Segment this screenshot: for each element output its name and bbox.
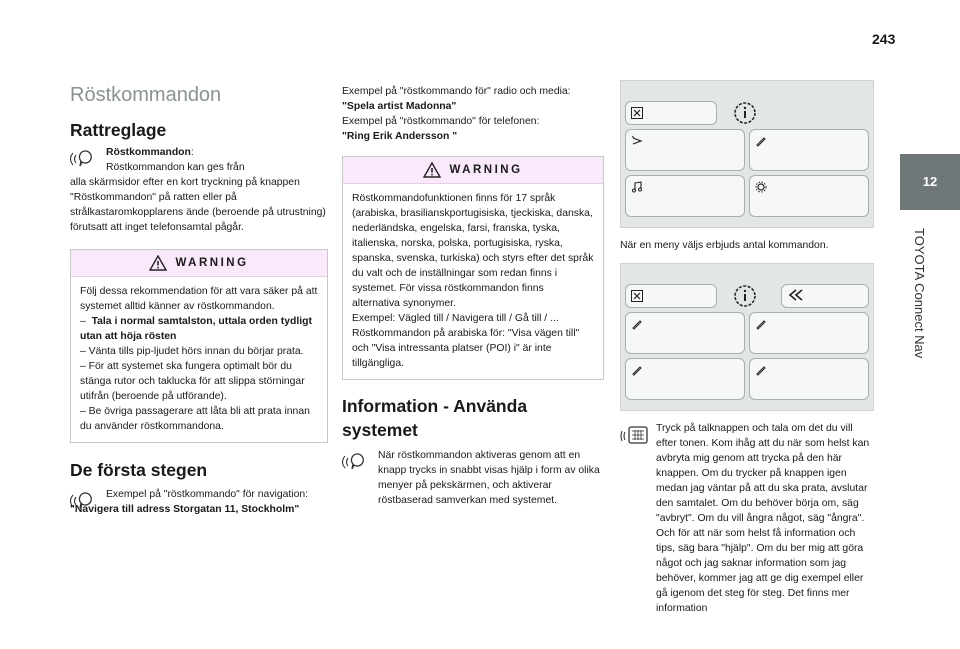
media-button bbox=[625, 175, 745, 217]
warning-item-3: – För att systemet ska fungera optimalt bör du stänga rutor och taklucka för att slippa störningar utifrån (beroende på utförande). bbox=[80, 361, 305, 402]
music-note-icon bbox=[631, 181, 643, 193]
talk-paragraph bbox=[620, 421, 875, 616]
command-button-2 bbox=[749, 312, 869, 354]
section-heading-rattreglage: Rattreglage bbox=[70, 120, 167, 140]
warning-item-1: Tala i normal samtalston, uttala orden tydligt utan att höja rösten bbox=[80, 316, 312, 342]
section-heading-first-steps: De första stegen bbox=[70, 460, 208, 480]
edit-pen-icon bbox=[755, 135, 767, 147]
close-x-icon bbox=[631, 290, 643, 302]
edit-pen-icon bbox=[755, 318, 767, 330]
warning-box-2 bbox=[342, 156, 604, 380]
warning-header bbox=[71, 250, 327, 277]
column-2 bbox=[342, 84, 604, 508]
warning-box-1 bbox=[70, 249, 328, 443]
voice-command-icon bbox=[70, 489, 96, 516]
warning-intro: Följ dessa rekommendation för att vara säker på att systemet alltid känner av röstkommandon. bbox=[80, 286, 318, 312]
talk-text: Tryck på talknappen och tala om det du vill efter tonen. Kom ihåg att du när som helst kan avbryta mig genom att trycka på den här knappen. Om du trycker på knappen igen medan jag väntar på att du ska prata, avslutar den samtalet. Om du behöver börja om, säg "avbryt". Om du vill ångra något, säg "ångra". Och för att när som helst få information och tips, säg bara "hjälp". Om du ber mig att göra något och jag saknar information som jag behöver, kommer jag att ge dig exempel eller gå igenom det steg för steg. Det finns mer information bbox=[656, 423, 870, 614]
chapter-title bbox=[912, 228, 947, 438]
voice-command-paragraph bbox=[70, 145, 328, 175]
close-button bbox=[625, 101, 717, 125]
chapter-title-text: TOYOTA Connect Nav bbox=[912, 228, 927, 359]
radio-example: Exempel på "röstkommando för" radio och media: bbox=[342, 86, 571, 97]
warning-triangle-icon bbox=[423, 162, 441, 178]
voice-colon: : bbox=[190, 147, 194, 158]
settings-button bbox=[749, 175, 869, 217]
info-icon bbox=[733, 284, 757, 313]
warning-example: Exempel: Vägled till / Navigera till / Gå till / ... Röstkommandon på arabiska för: "Visa vägen till" och "Visa intressanta platser (POI) i" är inte tillgängliga. bbox=[352, 313, 580, 369]
phone-example: Exempel på "röstkommando" för telefonen: bbox=[342, 116, 540, 127]
warning-triangle-icon bbox=[149, 255, 167, 271]
menu-screenshot-1 bbox=[620, 80, 874, 228]
voice-command-icon bbox=[342, 450, 368, 477]
column-1 bbox=[70, 78, 328, 517]
edit-pen-icon bbox=[631, 364, 643, 376]
talk-button-icon bbox=[620, 423, 650, 452]
info-icon bbox=[733, 101, 757, 130]
close-button bbox=[625, 284, 717, 308]
voice-text-2: alla skärmsidor efter en kort tryckning på knappen "Röstkommandon" på ratten eller på strålkastaromkopplarens ände (beroende på utrustning) förutsatt att inget telefonsamtal pågår. bbox=[70, 177, 326, 233]
information-text: När röstkommandon aktiveras genom att en knapp trycks in snabbt visas hjälp i form av olika menyer på pekskärmen, och aktiverar röstbaserad samverkan med systemet. bbox=[378, 450, 600, 506]
settings-gear-icon bbox=[755, 181, 767, 193]
edit-pen-icon bbox=[631, 318, 643, 330]
navigation-arrow-icon bbox=[631, 135, 643, 147]
edit-pen-icon bbox=[755, 364, 767, 376]
warning-title: WARNING bbox=[449, 164, 523, 176]
command-button-4 bbox=[749, 358, 869, 400]
example-text: Exempel på "röstkommando" för navigation: bbox=[106, 489, 309, 500]
section-heading-information: Information - Använda systemet bbox=[342, 396, 528, 440]
warning-languages: Röstkommandofunktionen finns för 17 språk (arabiska, brasilianskportugisiska, tjeckiska, danska, nederländska, engelska, farsi, franska, tyska, italienska, norska, polska, portugisiska, ryska, spanska, svenska, turkiska) och styrs efter det språk du valt och de inställningar som redan finns i systemet. För vissa röstkommandon finns alternativa synonymer. bbox=[352, 193, 594, 309]
chapter-tab: 12 bbox=[900, 154, 960, 210]
example-command: "Navigera till adress Storgatan 11, Stockholm" bbox=[70, 504, 300, 515]
close-x-icon bbox=[631, 107, 643, 119]
warning-item-4: – Be övriga passagerare att låta bli att prata innan du använder röstkommandona. bbox=[80, 406, 310, 432]
command-button-1 bbox=[625, 312, 745, 354]
back-arrow-icon bbox=[788, 289, 804, 301]
warning-title: WARNING bbox=[175, 257, 249, 269]
radio-command: "Spela artist Madonna" bbox=[342, 101, 457, 112]
menu-screenshot-2 bbox=[620, 263, 874, 411]
warning-item-1-dash: – bbox=[80, 316, 86, 327]
phone-command: "Ring Erik Andersson " bbox=[342, 131, 458, 142]
information-paragraph bbox=[342, 448, 604, 508]
column-3 bbox=[620, 80, 875, 616]
page-title: Röstkommandon bbox=[70, 84, 222, 106]
back-button bbox=[781, 284, 869, 308]
warning-item-2: – Vänta tills pip-ljudet hörs innan du börjar prata. bbox=[80, 346, 304, 357]
navigation-button bbox=[625, 129, 745, 171]
page-number: 243 bbox=[872, 31, 896, 47]
command-button-3 bbox=[625, 358, 745, 400]
example-paragraph bbox=[70, 487, 328, 502]
voice-label: Röstkommandon bbox=[106, 147, 191, 158]
voice-command-icon bbox=[70, 147, 96, 174]
phone-button bbox=[749, 129, 869, 171]
voice-text-1: Röstkommandon kan ges från bbox=[106, 162, 245, 173]
warning-header bbox=[343, 157, 603, 184]
caption-menu: När en meny väljs erbjuds antal kommandon. bbox=[620, 240, 829, 251]
